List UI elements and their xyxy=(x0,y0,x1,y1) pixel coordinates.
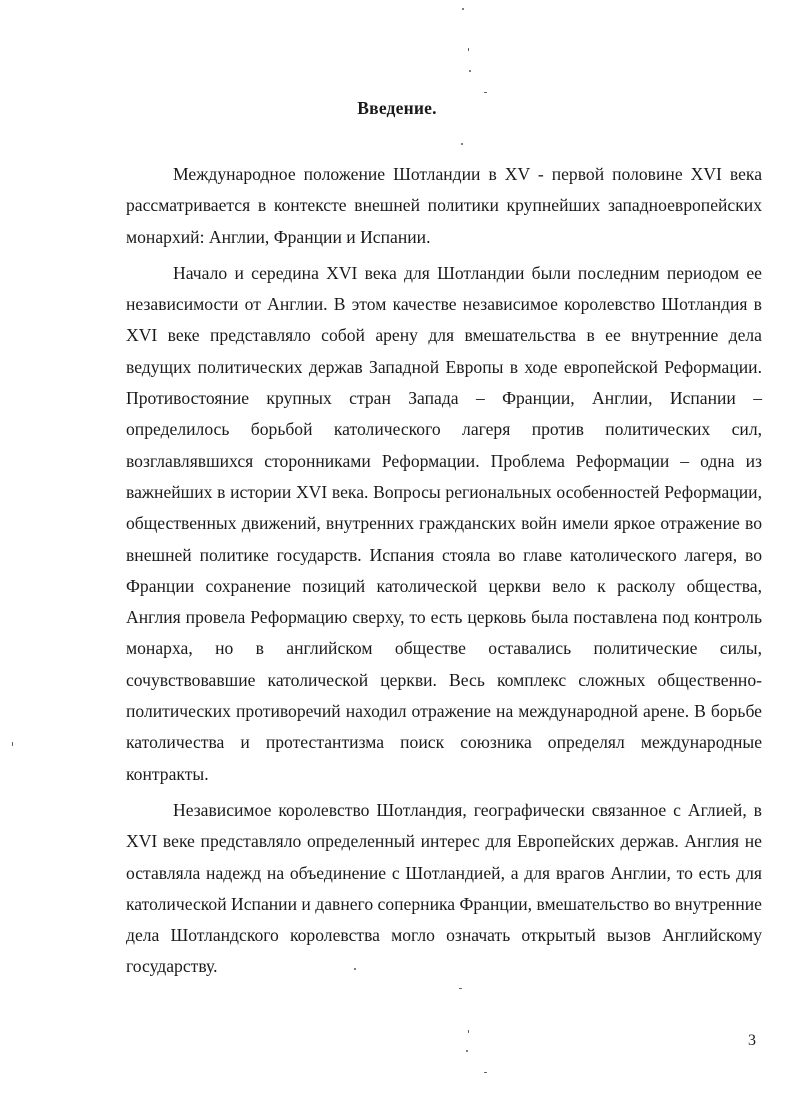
scan-speck xyxy=(462,8,464,10)
scan-speck xyxy=(469,70,471,72)
scan-speck xyxy=(461,143,463,145)
body-text xyxy=(126,159,762,988)
scan-speck xyxy=(468,1030,469,1033)
scan-speck xyxy=(468,48,469,51)
paragraph: Начало и середина XVI века для Шотландии были последним периодом ее независимости от Англии. В этом качестве независимое королевство Шотландия в XVI веке представляло собой арену для вмешательства в ее внутренние дела ведущих политических держав Западной Европы в ходе европейской Реформации. Противостояние крупных стран Запада – Франции, Англии, Испании – определилось борьбой католического лагеря против политических сил, возглавлявшихся сторонниками Реформации. Проблема Реформации – одна из важнейших в истории XVI века. Вопросы региональных особенностей Реформации, общественных движений, внутренних гражданских войн имели яркое отражение во внешней политике государств. Испания стояла во главе католического лагеря, во Франции сохранение позиций католической церкви вело к расколу общества, Англия провела Реформацию сверху, то есть церковь была поставлена под контроль монарха, но в английском обществе оставались политические силы, сочувствовавшие католической церкви. Весь комплекс сложных общественно-политических противоречий находил отражение на международной арене. В борьбе католичества и протестантизма поиск союзника определял международные контракты. xyxy=(126,262,762,784)
scan-speck xyxy=(459,988,462,989)
scan-speck xyxy=(466,1050,468,1052)
scan-speck xyxy=(484,1072,487,1073)
scan-speck xyxy=(12,742,13,746)
paragraph: Международное положение Шотландии в XV - первой половине XVI века рассматривается в контексте внешней политики крупнейших западноевропейских монархий: Англии, Франции и Испании. xyxy=(126,164,762,247)
page-title: Введение. xyxy=(357,98,437,118)
page-number: 3 xyxy=(748,1032,756,1049)
paragraph: Независимое королевство Шотландия, географически связанное с Аглией, в XVI веке представляло определенный интерес для Европейских держав. Англия не оставляла надежд на объединение с Шотландией, а для врагов Англии, то есть для католической Испании и давнего соперника Франции, вмешательство во внутренние дела Шотландского королевства могло означать открытый вызов Английскому государству. xyxy=(126,799,762,977)
scan-speck xyxy=(484,92,487,93)
